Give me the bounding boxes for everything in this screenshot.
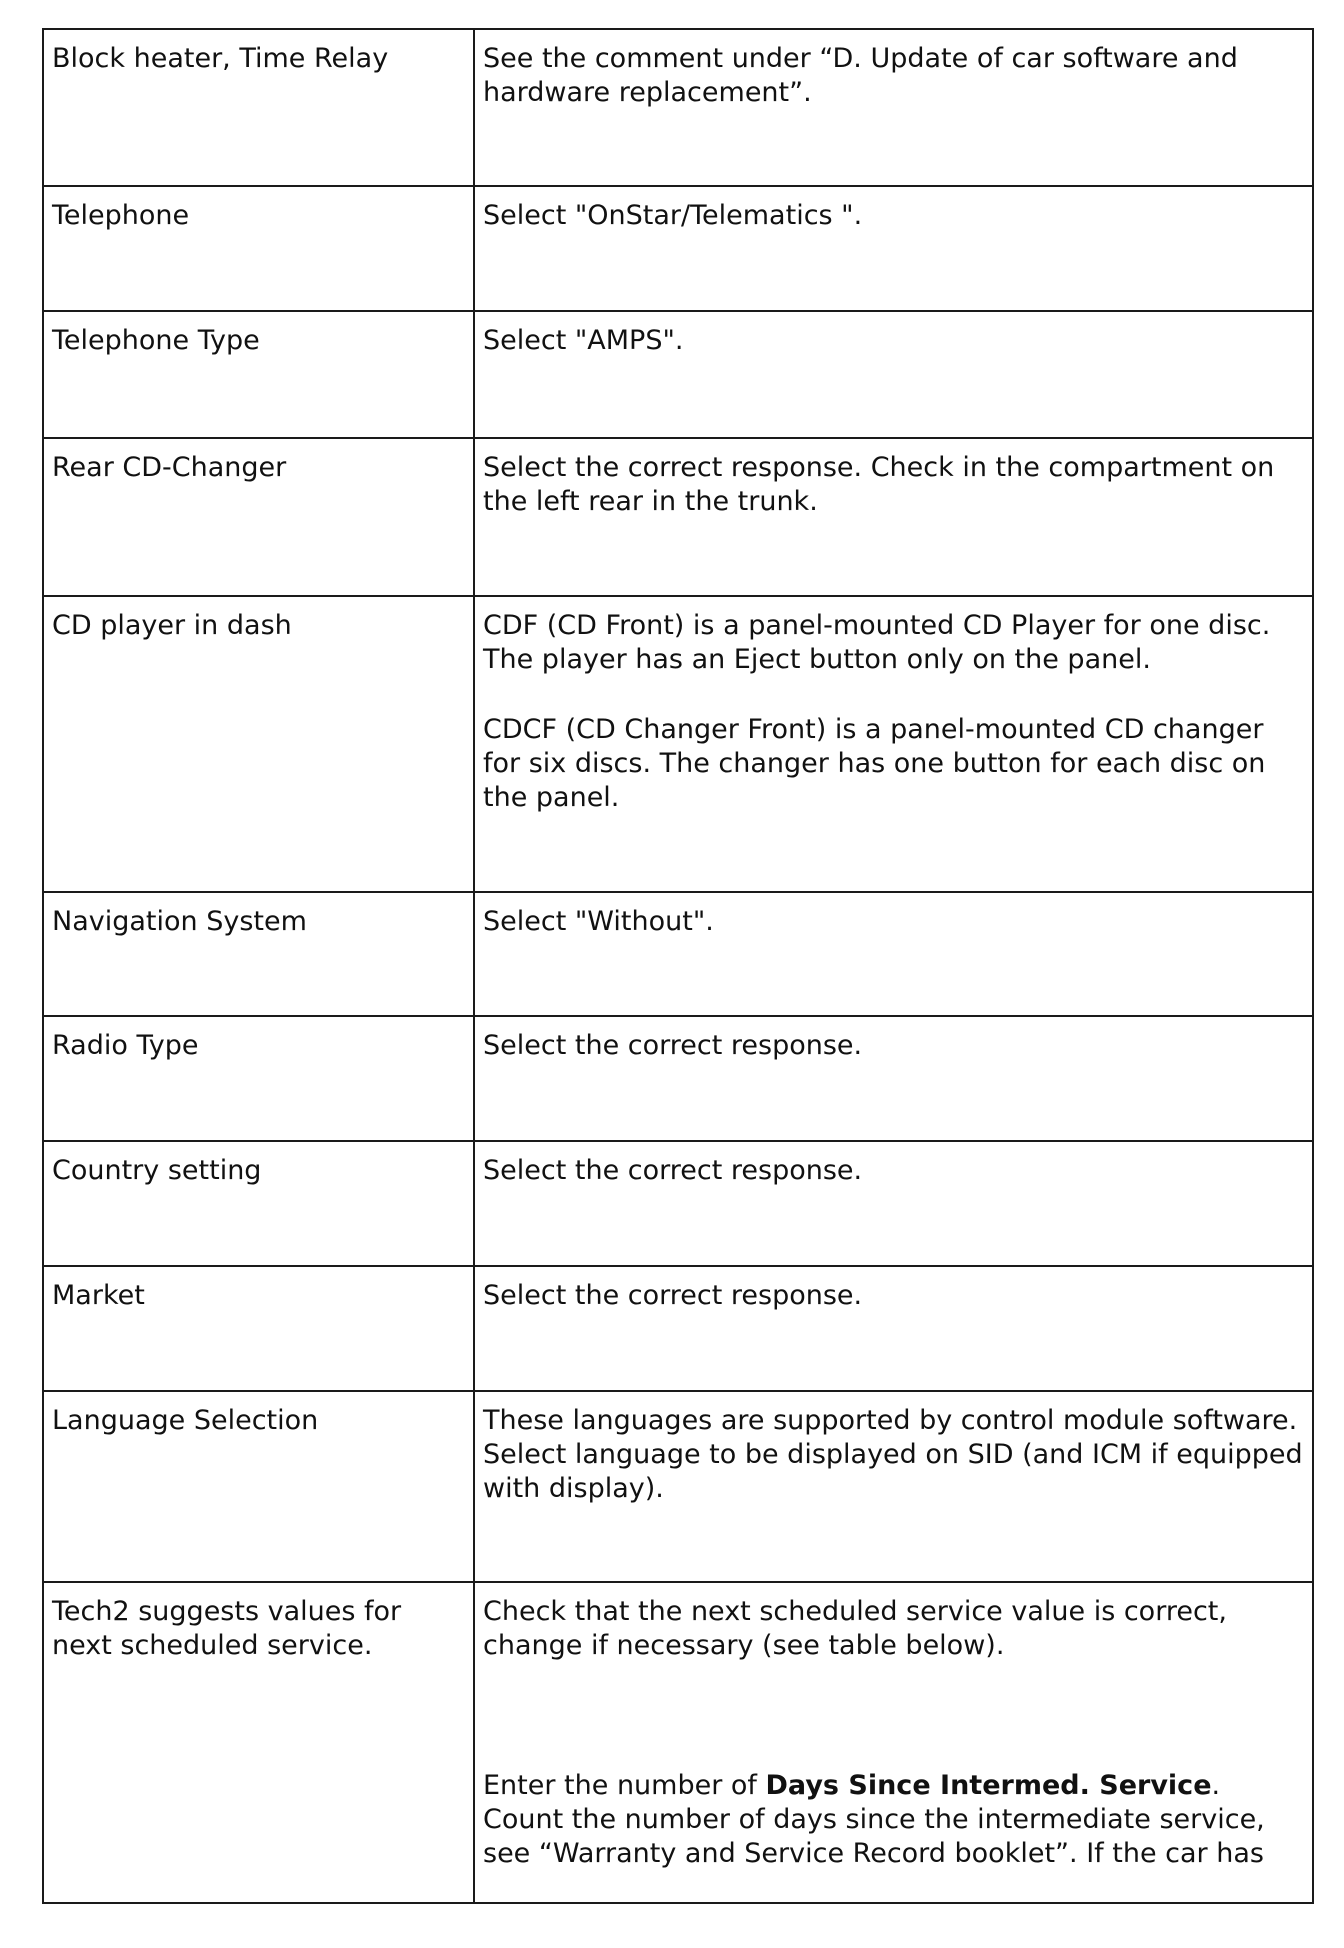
description-text: See the comment under “D. Update of car software and hardware replacement”. xyxy=(483,43,1238,108)
row-description xyxy=(474,1266,1313,1391)
table-row xyxy=(43,1266,1313,1391)
row-label: Telephone Type xyxy=(43,311,474,438)
table-row xyxy=(43,438,1313,596)
description-text: These languages are supported by control module software. Select language to be displayed on SID (and ICM if equipped with display). xyxy=(483,1405,1303,1504)
row-description xyxy=(474,1016,1313,1141)
description-text: Select "OnStar/Telematics ". xyxy=(483,200,863,231)
description-text: Check that the next scheduled service value is correct, change if necessary (see table below). xyxy=(483,1596,1227,1661)
table-row xyxy=(43,892,1313,1016)
table-row xyxy=(43,1582,1313,1903)
description-text: Select "Without". xyxy=(483,906,714,937)
row-label: CD player in dash xyxy=(43,596,474,892)
row-label: Language Selection xyxy=(43,1391,474,1582)
row-description xyxy=(474,892,1313,1016)
row-label: Radio Type xyxy=(43,1016,474,1141)
row-description xyxy=(474,1141,1313,1266)
description-text: CDF (CD Front) is a panel-mounted CD Player for one disc. The player has an Eject button only on the panel. xyxy=(483,610,1271,675)
description-text: Select "AMPS". xyxy=(483,325,684,356)
description-text-end: . Count the number of days since the intermediate service, see “Warranty and Service Record booklet”. If the car has xyxy=(483,1770,1265,1869)
row-description xyxy=(474,438,1313,596)
row-label: Tech2 suggests values for next scheduled service. xyxy=(43,1582,474,1903)
document-page xyxy=(42,28,1312,1904)
description-text: Select the correct response. xyxy=(483,1155,863,1186)
table-row xyxy=(43,596,1313,892)
description-text: Select the correct response. Check in the compartment on the left rear in the trunk. xyxy=(483,452,1275,517)
row-description xyxy=(474,1582,1313,1903)
table-row xyxy=(43,1141,1313,1266)
description-text: CDCF (CD Changer Front) is a panel-mounted CD changer for six discs. The changer has one button for each disc on the panel. xyxy=(483,714,1266,813)
table-row xyxy=(43,1016,1313,1141)
instruction-table xyxy=(42,28,1314,1904)
row-label: Telephone xyxy=(43,186,474,311)
description-text: Select the correct response. xyxy=(483,1280,863,1311)
description-text-start: Enter the number of xyxy=(483,1770,766,1801)
row-label: Market xyxy=(43,1266,474,1391)
days-since-intermed-service-emphasis: Days Since Intermed. Service xyxy=(765,1770,1212,1801)
row-description xyxy=(474,311,1313,438)
table-row xyxy=(43,1391,1313,1582)
table-row xyxy=(43,186,1313,311)
row-description xyxy=(474,29,1313,186)
table-row xyxy=(43,311,1313,438)
row-label: Country setting xyxy=(43,1141,474,1266)
description-text xyxy=(483,1769,1304,1871)
row-label: Rear CD-Changer xyxy=(43,438,474,596)
row-label: Block heater, Time Relay xyxy=(43,29,474,186)
row-description xyxy=(474,186,1313,311)
row-description xyxy=(474,1391,1313,1582)
description-text: Select the correct response. xyxy=(483,1030,863,1061)
row-label: Navigation System xyxy=(43,892,474,1016)
table-row xyxy=(43,29,1313,186)
row-description xyxy=(474,596,1313,892)
